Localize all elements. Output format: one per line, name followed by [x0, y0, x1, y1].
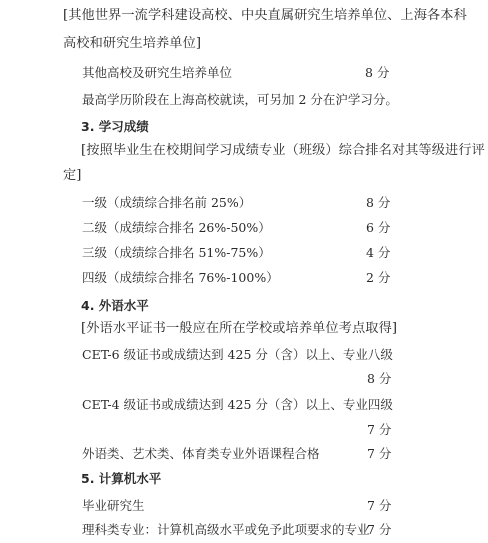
- bracket1-line2: 高校和研究生培养单位]: [63, 36, 202, 51]
- foreign-course-label: 外语类、艺术类、体育类专业外语课程合格: [82, 446, 320, 461]
- section3-bracket-line2: 定]: [63, 168, 82, 183]
- grade-3-points: 4 分: [366, 245, 391, 260]
- grad-label: 毕业研究生: [82, 498, 145, 513]
- grade-1-points: 8 分: [366, 195, 391, 210]
- grade-2-label: 二级（成绩综合排名 26%-50%）: [82, 220, 271, 235]
- grade-2-points: 6 分: [366, 220, 391, 235]
- section4-title: 4. 外语水平: [81, 298, 149, 313]
- grade-4-points: 2 分: [366, 270, 391, 285]
- grad-points: 7 分: [367, 498, 392, 513]
- bracket1-line1: [其他世界一流学科建设高校、中央直属研究生培养单位、上海各本科: [63, 8, 467, 23]
- section3-title: 3. 学习成绩: [81, 119, 149, 134]
- other-units-label: 其他高校及研究生培养单位: [82, 65, 233, 80]
- section5-title: 5. 计算机水平: [81, 471, 162, 486]
- grade-1-label: 一级（成绩综合排名前 25%）: [82, 195, 252, 210]
- section4-bracket: [外语水平证书一般应在所在学校或培养单位考点取得]: [81, 321, 398, 336]
- science-points: 7 分: [367, 522, 392, 537]
- grade-3-label: 三级（成绩综合排名 51%-75%）: [82, 245, 271, 260]
- cet6-label: CET-6 级证书或成绩达到 425 分（含）以上、专业八级: [82, 347, 393, 362]
- other-units-points: 8 分: [365, 65, 390, 80]
- cet4-points: 7 分: [367, 422, 392, 437]
- section3-bracket-line1: [按照毕业生在校期间学习成绩专业（班级）综合排名对其等级进行评: [81, 143, 485, 158]
- science-label: 理科类专业：计算机高级水平或免予此项要求的专业: [82, 522, 370, 537]
- grade-4-label: 四级（成绩综合排名 76%-100%）: [82, 270, 279, 285]
- foreign-course-points: 7 分: [367, 446, 392, 461]
- shanghai-note: 最高学历阶段在上海高校就读，可另加 2 分在沪学习分。: [82, 92, 398, 107]
- cet4-label: CET-4 级证书或成绩达到 425 分（含）以上、专业四级: [82, 397, 393, 412]
- cet6-points: 8 分: [367, 371, 392, 386]
